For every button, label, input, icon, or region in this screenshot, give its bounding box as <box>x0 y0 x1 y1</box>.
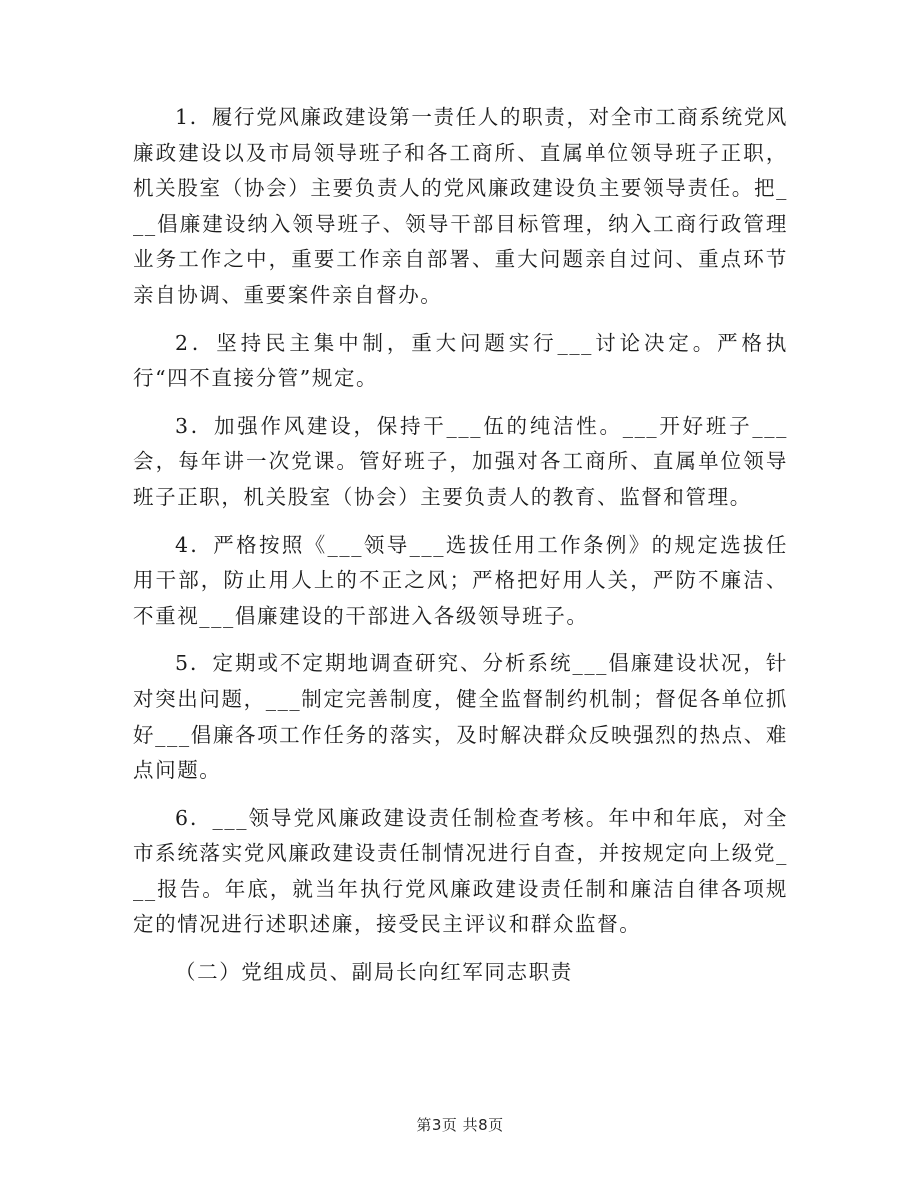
paragraph-4: 4．严格按照《___领导___选拔任用工作条例》的规定选拔任用干部，防止用人上的不正之风；严格把好用人关，严防不廉洁、不重视___倡廉建设的干部进入各级领导班子。 <box>133 532 788 628</box>
paragraph-5: 5．定期或不定期地调查研究、分析系统___倡廉建设状况，针对突出问题，___制定完善制度，健全监督制约机制；督促各单位抓好___倡廉各项工作任务的落实，及时解决群众反映强烈的热点、难点问题。 <box>133 651 788 783</box>
paragraph-6: 6．___领导党风廉政建设责任制检查考核。年中和年底，对全市系统落实党风廉政建设责任制情况进行自查，并按规定向上级党___报告。年底，就当年执行党风廉政建设责任制和廉洁自律各项规定的情况进行述职述廉，接受民主评议和群众监督。 <box>133 805 788 937</box>
section-heading: （二）党组成员、副局长向红军同志职责 <box>175 960 573 985</box>
paragraph-1: 1．履行党风廉政建设第一责任人的职责，对全市工商系统党风廉政建设以及市局领导班子和各工商所、直属单位领导班子正职，机关股室（协会）主要负责人的党风廉政建设负主要领导责任。把___倡廉建设纳入领导班子、领导干部目标管理，纳入工商行政管理业务工作之中，重要工作亲自部署、重大问题亲自过问、重点环节亲自协调、重要案件亲自督办。 <box>133 105 788 307</box>
paragraph-2: 2．坚持民主集中制，重大问题实行___讨论决定。严格执行“四不直接分管”规定。 <box>133 330 788 391</box>
page-number-footer: 第3页 共8页 <box>416 1116 504 1134</box>
document-body <box>133 100 788 991</box>
paragraph-3: 3．加强作风建设，保持干___伍的纯洁性。___开好班子___会，每年讲一次党课。管好班子，加强对各工商所、直属单位领导班子正职，机关股室（协会）主要负责人的教育、监督和管理。 <box>133 413 788 509</box>
